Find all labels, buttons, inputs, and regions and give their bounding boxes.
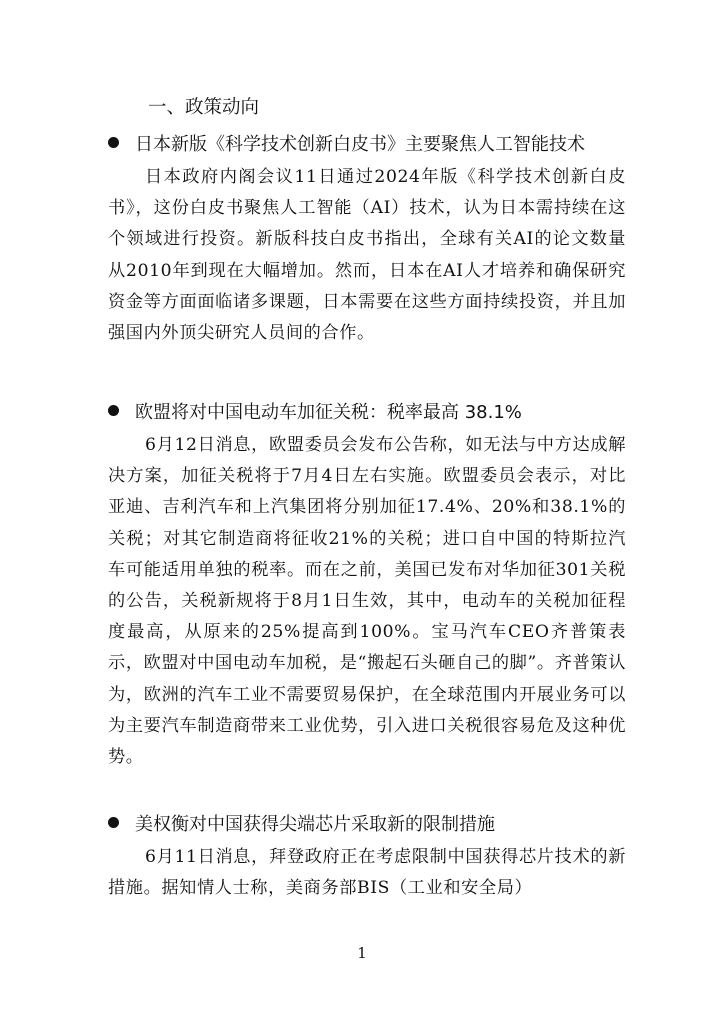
bullet-dot-icon	[108, 405, 119, 416]
bullet-title-us-chip	[108, 809, 495, 841]
bullet-title-japan-ai	[108, 129, 585, 161]
paragraph-japan-ai: 日本政府内阁会议11日通过2024年版《科学技术创新白皮书》，这份白皮书聚焦人工智能（AI）技术，认为日本需持续在这个领域进行投资。新版科技白皮书指出，全球有关AI的论文数量从2010年到现在大幅增加。然而，日本在AI人才培养和确保研究资金等方面面临诸多课题，日本需要在这些方面持续投资，并且加强国内外顶尖研究人员间的合作。	[108, 167, 626, 344]
page-number: 1	[357, 944, 367, 962]
bullet-dot-icon	[108, 817, 119, 828]
bullet-dot-icon	[108, 137, 119, 148]
bullet-title-eu-tariff	[108, 397, 522, 429]
bullet-title-text: 美权衡对中国获得尖端芯片采取新的限制措施	[135, 814, 495, 835]
paragraph-us-chip: 6月11日消息，拜登政府正在考虑限制中国获得芯片技术的新措施。据知情人士称，美商务部BIS（工业和安全局）	[108, 847, 626, 899]
bullet-title-text: 日本新版《科学技术创新白皮书》主要聚焦人工智能技术	[135, 134, 585, 155]
section-heading: 一、政策动向	[148, 97, 260, 118]
bullet-title-text: 欧盟将对中国电动车加征关税：税率最高 38.1%	[135, 402, 522, 423]
paragraph-eu-tariff: 6月12日消息，欧盟委员会发布公告称，如无法与中方达成解决方案，加征关税将于7月4日左右实施。欧盟委员会表示，对比亚迪、吉利汽车和上汽集团将分别加征17.4%、20%和38.1%的关税；对其它制造商将征收21%的关税；进口自中国的特斯拉汽车可能适用单独的税率。而在之前，美国已发布对华加征301关税的公告，关税新规将于8月1日生效，其中，电动车的关税加征程度最高，从原来的25%提高到100%。宝马汽车CEO齐普策表示，欧盟对中国电动车加税，是“搬起石头砸自己的脚”。齐普策认为，欧洲的汽车工业不需要贸易保护，在全球范围内开展业务可以为主要汽车制造商带来工业优势，引入进口关税很容易危及这种优势。	[108, 435, 626, 768]
